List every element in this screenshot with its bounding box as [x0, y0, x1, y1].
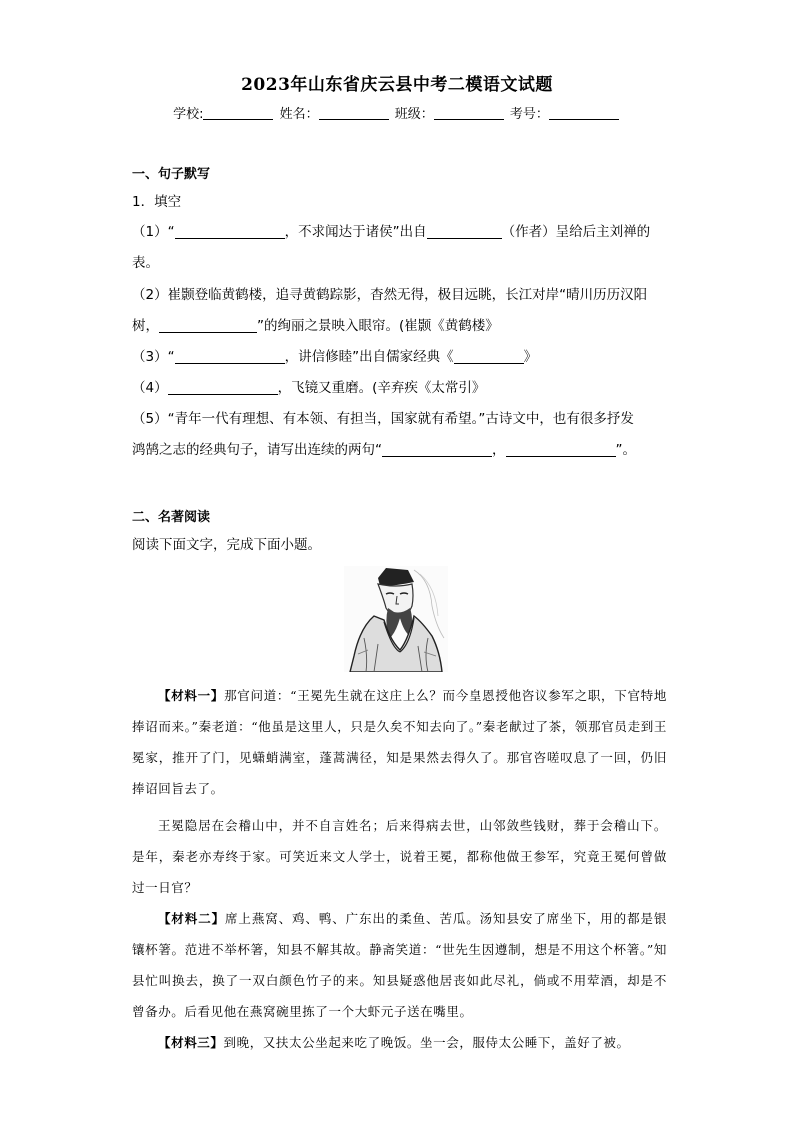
name-label: 姓名：: [279, 107, 319, 122]
fill-item-2: （2）崔颢登临黄鹤楼，追寻黄鹤踪影，杳然无得，极目远眺，长江对岸“晴川历历汉阳: [132, 287, 648, 303]
answer-blank[interactable]: [506, 442, 616, 457]
answer-blank[interactable]: [159, 318, 257, 333]
reading-instruction: 阅读下面文字，完成下面小题。: [132, 537, 321, 553]
answer-blank[interactable]: [454, 349, 524, 364]
answer-blank[interactable]: [175, 224, 285, 239]
item1-text-a: （1）“: [132, 224, 175, 240]
exam-no-label: 考号：: [509, 107, 549, 122]
answer-blank[interactable]: [427, 224, 502, 239]
material-three-text: 到晚，又扶太公坐起来吃了晚饭。坐一会，服侍太公睡下，盖好了被。: [223, 1035, 630, 1050]
class-blank[interactable]: [434, 106, 504, 120]
fill-item-1-cont: 表。: [132, 255, 159, 271]
answer-blank[interactable]: [175, 349, 285, 364]
item1-text-c: （作者）呈给后主刘禅的: [501, 224, 651, 240]
item3-text-c: 》: [523, 349, 538, 365]
fill-item-2-cont: [132, 316, 499, 336]
item1-text-b: ，不求闻达于诸侯”出自: [284, 224, 427, 240]
item5-text-d: ”。: [615, 442, 636, 458]
school-label: 学校:: [173, 107, 204, 122]
fill-item-5: （5）“青年一代有理想、有本领、有担当，国家就有希望。”古诗文中，也有很多抒发: [132, 411, 634, 427]
item4-text-b: ，飞镜又重磨。(辛弃疾《太常引》: [277, 380, 486, 396]
fill-item-5-cont: [132, 440, 636, 460]
fill-item-4: [132, 378, 485, 398]
material-one-paragraph: [132, 680, 667, 804]
wang-mian-portrait: [344, 566, 448, 672]
item3-text-a: （3）“: [132, 349, 175, 365]
page-title: 2023年山东省庆云县中考二模语文试题: [241, 75, 553, 95]
material-one-paragraph-2: 王冕隐居在会稽山中，并不自言姓名；后来得病去世，山邻敛些钱财，葬于会稽山下。是年，秦老亦寿终于家。可笑近来文人学士，说着王冕，都称他做王参军，究竟王冕何曾做过一日官？: [132, 818, 667, 895]
fill-item-3: [132, 347, 537, 367]
item2-text-c: ”的绚丽之景映入眼帘。(崔颢《黄鹤楼》: [257, 318, 499, 334]
material-one-tag: 【材料一】: [158, 688, 225, 703]
question1-label: 1．填空: [132, 194, 182, 210]
item3-text-b: ，讲信修睦”出自儒家经典《: [284, 349, 454, 365]
item4-text-a: （4）: [132, 380, 168, 396]
section2-heading: 二、名著阅读: [132, 510, 211, 525]
student-info-row: [0, 103, 794, 122]
exam-no-blank[interactable]: [549, 106, 619, 120]
item5-text-b: 鸿鹄之志的经典句子，请写出连续的两句“: [132, 442, 382, 458]
material-two-paragraph: [132, 903, 667, 1027]
material-three-paragraph: [132, 1027, 667, 1058]
material-two-tag: 【材料二】: [158, 911, 226, 926]
material-one-text: 那官问道：“王冕先生就在这庄上么？而今皇恩授他咨议参军之职，下官特地捧诏而来。”秦老道：“他虽是这里人，只是久矣不知去向了。”秦老献过了茶，领那官员走到王冕家，推开了门，见蟏蛸满室，蓬蒿满径，知是果然去得久了。那官咨嗟叹息了一回，仍旧捧诏回旨去了。: [132, 688, 667, 796]
answer-blank[interactable]: [168, 380, 278, 395]
material-two-text: 席上燕窝、鸡、鸭、广东出的柔鱼、苦瓜。汤知县安了席坐下，用的都是银镶杯箸。范进不举杯箸，知县不解其故。静斋笑道：“世先生因遵制，想是不用这个杯箸。”知县忙叫换去，换了一双白颜色竹子的来。知县疑惑他居丧如此尽礼，倘或不用荤酒，却是不曾备办。后看见他在燕窝碗里拣了一个大虾元子送在嘴里。: [132, 911, 667, 1019]
class-label: 班级：: [394, 107, 434, 122]
answer-blank[interactable]: [382, 442, 492, 457]
material-three-tag: 【材料三】: [158, 1035, 224, 1050]
name-blank[interactable]: [319, 106, 389, 120]
item2-text-b: 树，: [132, 318, 159, 334]
item5-text-c: ，: [492, 442, 506, 458]
fill-item-1: [132, 222, 650, 242]
school-blank[interactable]: [203, 106, 273, 120]
section1-heading: 一、句子默写: [132, 167, 211, 182]
